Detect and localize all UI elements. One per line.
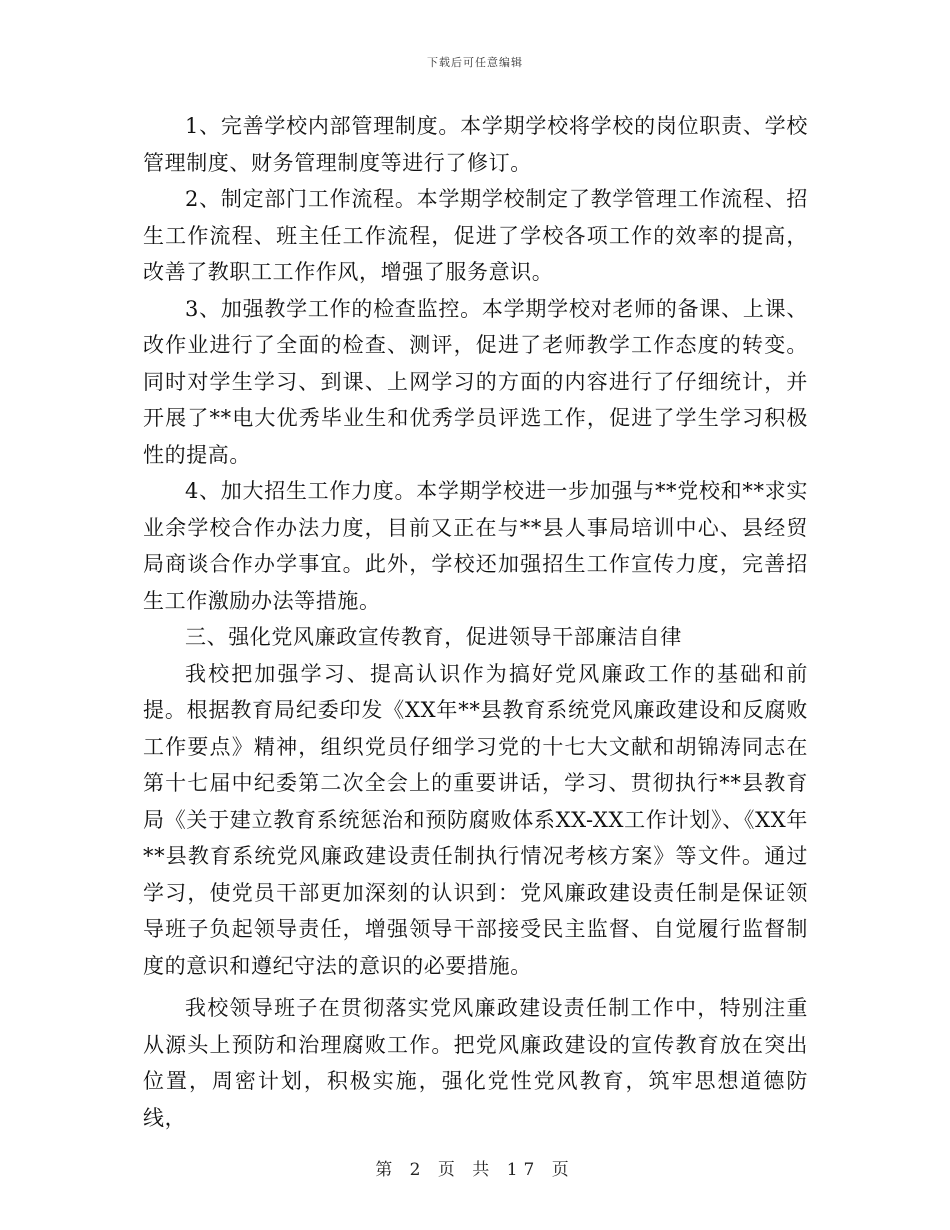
- header-note: 下载后可任意编辑: [427, 56, 523, 69]
- paragraph-2: 2、制定部门工作流程。本学期学校制定了教学管理工作流程、招生工作流程、班主任工作流程，促进了学校各项工作的效率的提高，改善了教职工工作作风，增强了服务意识。: [143, 187, 808, 284]
- paragraph-4: 4、加大招生工作力度。本学期学校进一步加强与**党校和**求实业余学校合作办法力度，目前又正在与**县人事局培训中心、县经贸局商谈合作办学事宜。此外，学校还加强招生工作宣传力度，完善招生工作激励办法等措施。: [143, 479, 808, 613]
- page-number: 第 2 页 共 17 页: [375, 1160, 575, 1180]
- paragraph-6: 我校领导班子在贯彻落实党风廉政建设责任制工作中，特别注重从源头上预防和治理腐败工作。把党风廉政建设的宣传教育放在突出位置，周密计划，积极实施，强化党性党风教育，筑牢思想道德防线，: [143, 996, 808, 1130]
- section-heading: 三、强化党风廉政宣传教育，促进领导干部廉洁自律: [185, 625, 682, 649]
- paragraph-3: 3、加强教学工作的检查监控。本学期学校对老师的备课、上课、改作业进行了全面的检查、测评，促进了老师教学工作态度的转变。同时对学生学习、到课、上网学习的方面的内容进行了仔细统计，并开展了**电大优秀毕业生和优秀学员评选工作，促进了学生学习积极性的提高。: [143, 296, 808, 467]
- paragraph-1: 1、完善学校内部管理制度。本学期学校将学校的岗位职责、学校管理制度、财务管理制度等进行了修订。: [143, 114, 808, 175]
- paragraph-5: 我校把加强学习、提高认识作为搞好党风廉政工作的基础和前提。根据教育局纪委印发《XX年**县教育系统党风廉政建设和反腐败工作要点》精神，组织党员仔细学习党的十七大文献和胡锦涛同志在第十七届中纪委第二次全会上的重要讲话，学习、贯彻执行**县教育局《关于建立教育系统惩治和预防腐败体系XX-XX工作计划》、《XX年**县教育系统党风廉政建设责任制执行情况考核方案》等文件。通过学习，使党员干部更加深刻的认识到：党风廉政建设责任制是保证领导班子负起领导责任，增强领导干部接受民主监督、自觉履行监督制度的意识和遵纪守法的意识的必要措施。: [143, 661, 808, 978]
- document-body: [143, 108, 808, 1136]
